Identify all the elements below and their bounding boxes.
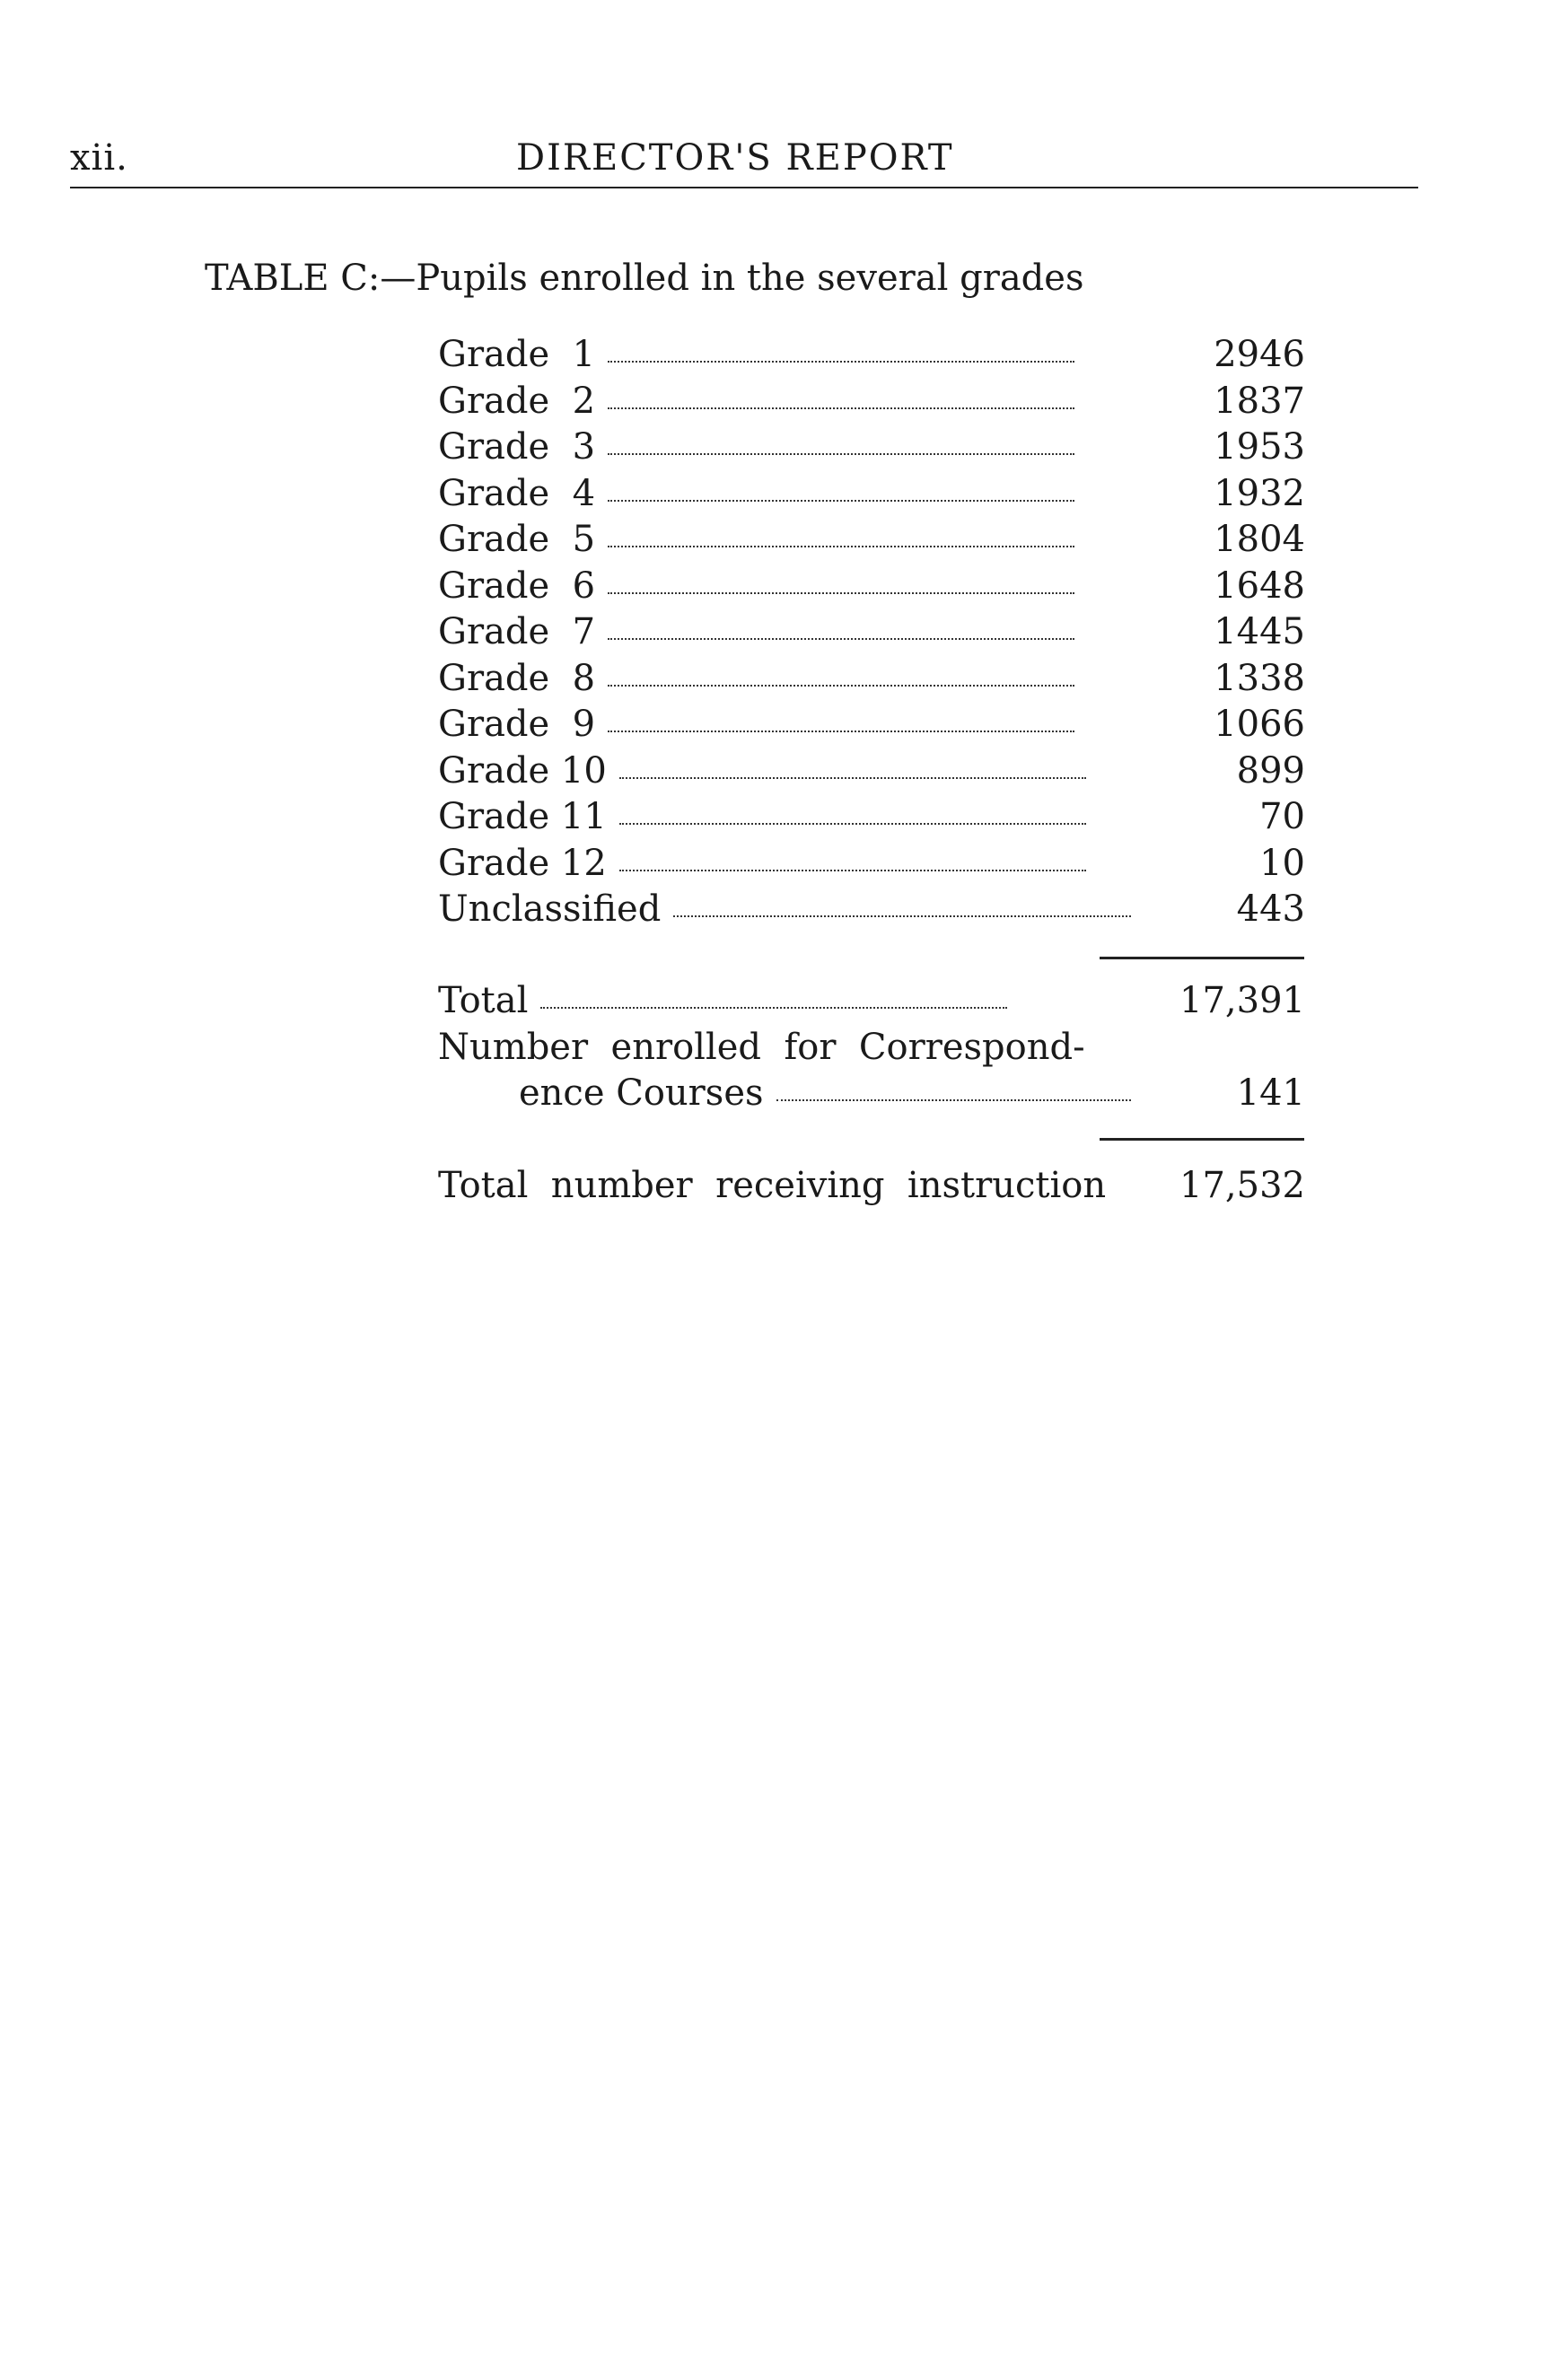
row-label: Grade 7 (438, 611, 596, 652)
table-row (438, 887, 1305, 933)
row-label: Grade 12 (438, 842, 607, 884)
dot-leader (608, 453, 1074, 455)
running-head: DIRECTOR'S REPORT (516, 137, 954, 179)
dot-leader (776, 1099, 1131, 1101)
subtotal-rule (1100, 957, 1304, 959)
grand-total-value: 17,532 (1179, 1165, 1305, 1206)
dot-leader (608, 361, 1074, 363)
total-value: 17,391 (1179, 980, 1305, 1021)
row-label: Unclassified (438, 888, 662, 930)
grand-total-rule (1100, 1138, 1304, 1141)
row-value: 70 (1259, 796, 1305, 837)
correspondence-value: 141 (1236, 1072, 1305, 1114)
dot-leader (608, 731, 1074, 732)
table-caption: TABLE C:—Pupils enrolled in the several grades (205, 258, 1084, 299)
row-value: 10 (1259, 842, 1305, 884)
table-row (438, 332, 1305, 379)
row-label: Grade 3 (438, 426, 596, 468)
dot-leader (608, 685, 1074, 687)
table-row (438, 794, 1305, 841)
row-value: 1804 (1214, 519, 1305, 560)
row-value: 1932 (1214, 472, 1305, 514)
total-row (438, 978, 1305, 1025)
row-label: Grade 11 (438, 796, 607, 837)
correspondence-label-line1: Number enrolled for Correspond- (438, 1026, 1085, 1068)
row-value: 899 (1236, 749, 1305, 792)
dot-leader (608, 500, 1074, 502)
row-label: Grade 6 (438, 564, 596, 607)
row-value: 443 (1236, 888, 1305, 930)
grand-total-section (438, 1163, 1305, 1210)
row-value: 1837 (1214, 380, 1305, 422)
dot-leader (608, 638, 1074, 640)
row-label: Grade 10 (438, 749, 607, 792)
row-label: Grade 1 (438, 334, 596, 375)
dot-leader (619, 777, 1086, 779)
table-row (438, 702, 1305, 748)
table-row (438, 564, 1305, 610)
row-value: 1066 (1214, 704, 1305, 745)
header-rule (70, 187, 1418, 188)
row-value: 1648 (1214, 564, 1305, 607)
row-value: 1445 (1214, 611, 1305, 652)
totals-section (438, 978, 1305, 1117)
table-row (438, 379, 1305, 425)
correspondence-label-line2: ence Courses (519, 1072, 764, 1114)
row-label: Grade 2 (438, 380, 596, 422)
table-row (438, 471, 1305, 518)
dot-leader (619, 823, 1086, 825)
row-label: Grade 5 (438, 519, 596, 560)
dot-leader (608, 546, 1074, 547)
row-label: Grade 4 (438, 472, 596, 514)
dot-leader (608, 407, 1074, 409)
table-row (438, 841, 1305, 888)
dot-leader (673, 915, 1131, 917)
table-row (438, 748, 1305, 795)
dot-leader (608, 592, 1074, 594)
grand-total-label: Total number receiving instruction (438, 1165, 1107, 1206)
grand-total-row (438, 1163, 1305, 1210)
row-label: Grade 9 (438, 704, 596, 745)
table-row (438, 609, 1305, 656)
row-value: 1953 (1214, 426, 1305, 468)
dot-leader (619, 870, 1086, 871)
page-number: xii. (70, 137, 128, 179)
table-row (438, 424, 1305, 471)
table-row (438, 656, 1305, 703)
dot-leader (540, 1007, 1007, 1009)
enrollment-table (438, 332, 1305, 933)
row-value: 1338 (1214, 657, 1305, 699)
total-label: Total (438, 980, 529, 1021)
row-value: 2946 (1214, 334, 1305, 375)
table-row (438, 517, 1305, 564)
correspondence-row (438, 1071, 1305, 1117)
row-label: Grade 8 (438, 657, 596, 699)
